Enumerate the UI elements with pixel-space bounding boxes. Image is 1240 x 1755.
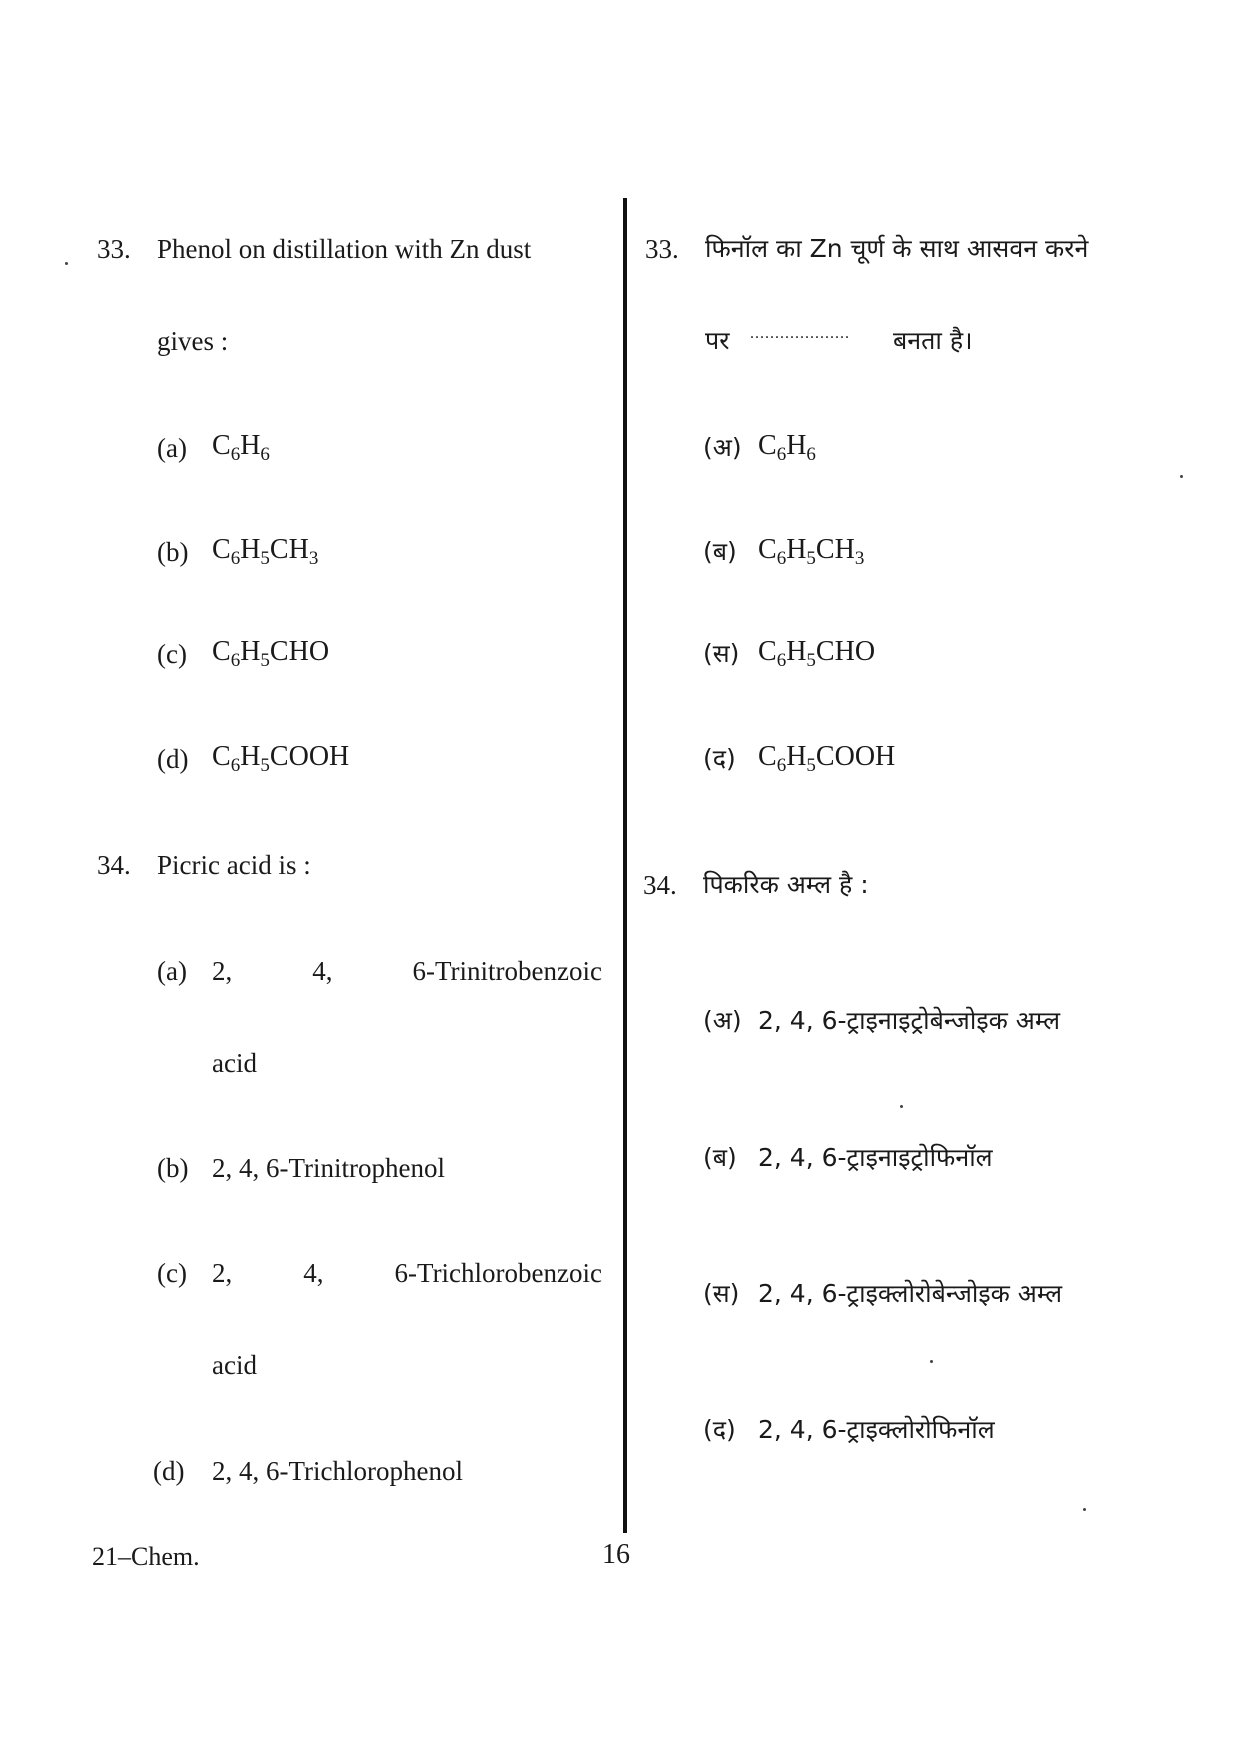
q33-option-a-label: (a) xyxy=(157,433,187,463)
q34-number: 34. xyxy=(97,850,131,880)
q34-option-d-text: 2, 4, 6-Trichlorophenol xyxy=(212,1456,463,1486)
q34-hi-option-a-text: 2, 4, 6-ट्राइनाइट्रोबेन्जोइक अम्ल xyxy=(758,1006,1061,1035)
q33-hi-option-a-formula: $C_6H_6$ xyxy=(758,430,816,465)
q33-hi-number: 33. xyxy=(645,234,679,264)
q33-hi-option-b-formula: $C_6H_5CH_3$ xyxy=(758,534,865,569)
q33-option-c-label: (c) xyxy=(157,639,187,669)
column-divider xyxy=(623,198,627,1533)
q33-hi-option-c-label: (स) xyxy=(703,639,740,668)
q34-hi-option-c-text: 2, 4, 6-ट्राइक्लोरोबेन्जोइक अम्ल xyxy=(758,1279,1063,1308)
q34-hi-number: 34. xyxy=(643,870,677,900)
q34-hi-option-c-label: (स) xyxy=(703,1279,740,1308)
scan-speck xyxy=(1083,1508,1086,1511)
q34-text: Picric acid is : xyxy=(157,850,311,880)
q34-hi-option-a-label: (अ) xyxy=(703,1006,742,1035)
q34-hi-option-d-label: (द) xyxy=(703,1415,736,1444)
q33-hi-option-c-formula: $C_6H_5CHO$ xyxy=(758,636,876,671)
q34-option-c-text: 2, 4, 6-Trichlorobenzoic xyxy=(212,1258,602,1288)
q33-option-a-formula: $C_6H_6$ xyxy=(212,430,270,465)
q33-hi-option-d-formula: $C_6H_5COOH$ xyxy=(758,741,896,776)
scan-speck xyxy=(65,262,68,265)
q34-hi-option-d-text: 2, 4, 6-ट्राइक्लोरोफिनॉल xyxy=(758,1415,995,1444)
q34-option-c-continuation: acid xyxy=(212,1350,257,1380)
q33-hi-option-a-label: (अ) xyxy=(703,433,742,462)
q33-text-line1: Phenol on distillation with Zn dust xyxy=(157,234,532,264)
q33-text-line2: gives : xyxy=(157,326,229,356)
q33-hi-blank: .................... xyxy=(750,325,850,342)
q33-option-b-label: (b) xyxy=(157,537,189,567)
q33-hi-text-line2a: पर xyxy=(705,326,730,355)
q34-option-a-label: (a) xyxy=(157,956,187,986)
q34-option-d-label: (d) xyxy=(153,1456,185,1486)
q33-option-c-formula: $C_6H_5CHO$ xyxy=(212,636,330,671)
q33-option-d-label: (d) xyxy=(157,744,189,774)
q34-hi-option-b-label: (ब) xyxy=(703,1143,737,1172)
scan-speck xyxy=(1180,475,1183,478)
footer-paper-code: 21–Chem. xyxy=(92,1542,200,1571)
q33-option-d-formula: $C_6H_5COOH$ xyxy=(212,741,350,776)
q34-hi-option-b-text: 2, 4, 6-ट्राइनाइट्रोफिनॉल xyxy=(758,1143,993,1172)
q34-option-c-label: (c) xyxy=(157,1258,187,1288)
q33-hi-text-line1: फिनॉल का Zn चूर्ण के साथ आसवन करने xyxy=(705,234,1089,263)
scan-speck xyxy=(930,1360,933,1363)
q34-option-a-text: 2, 4, 6-Trinitrobenzoic xyxy=(212,956,602,986)
q34-option-b-label: (b) xyxy=(157,1153,189,1183)
q33-hi-option-b-label: (ब) xyxy=(703,537,737,566)
q33-hi-text-line2b: बनता है। xyxy=(893,326,973,355)
q33-option-b-formula: $C_6H_5CH_3$ xyxy=(212,534,319,569)
page-number: 16 xyxy=(602,1539,630,1570)
scan-speck xyxy=(900,1105,903,1108)
q34-hi-text: पिकरिक अम्ल है : xyxy=(703,870,869,899)
q33-number: 33. xyxy=(97,234,131,264)
q33-hi-option-d-label: (द) xyxy=(703,744,736,773)
q34-option-b-text: 2, 4, 6-Trinitrophenol xyxy=(212,1153,446,1183)
q34-option-a-continuation: acid xyxy=(212,1048,257,1078)
